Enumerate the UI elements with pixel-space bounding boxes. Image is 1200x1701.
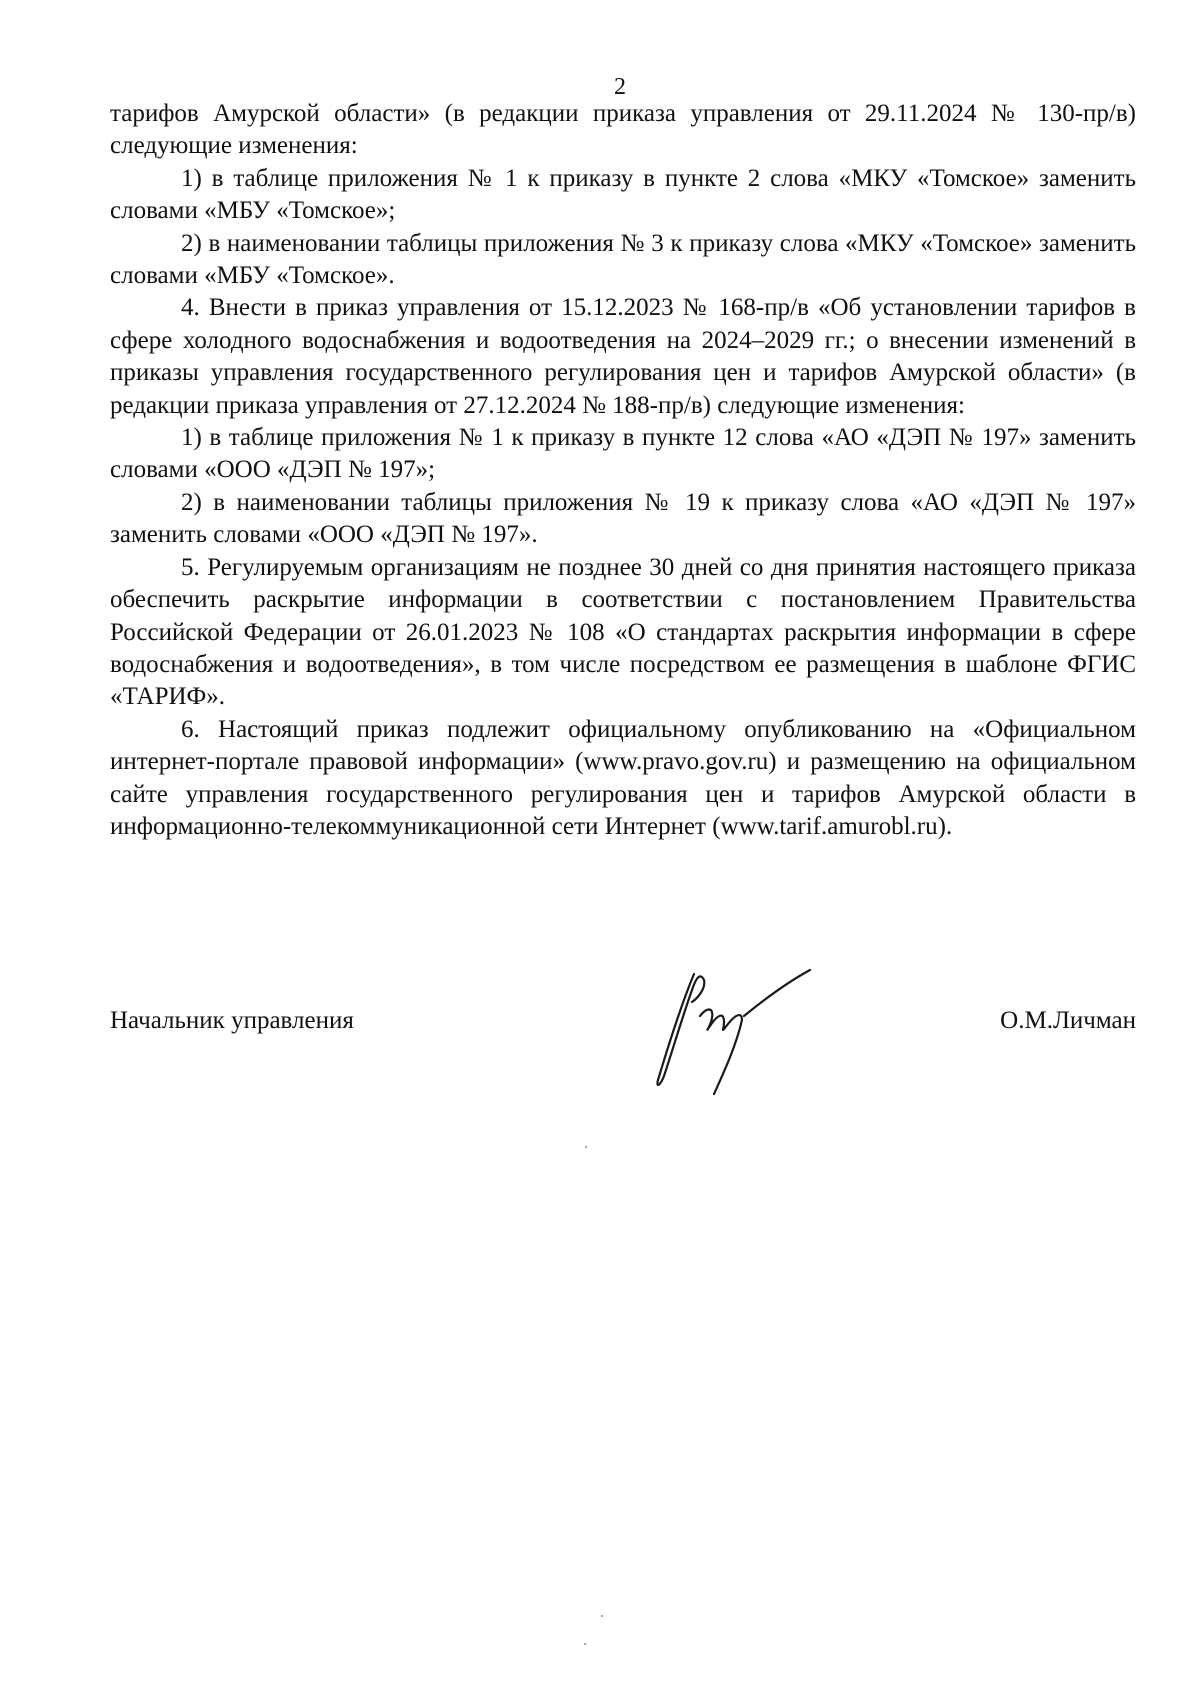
scan-speck (601, 1615, 603, 1617)
paragraph-item-4-1: 1) в таблице приложения № 1 к приказу в пункте 12 слова «АО «ДЭП № 197» заменить словами «ООО «ДЭП № 197»; (110, 424, 1136, 484)
handwritten-signature (648, 968, 828, 1098)
signatory-position: Начальник управления (110, 1007, 354, 1034)
signatory-name: О.М.Личман (1000, 1007, 1136, 1034)
signature-block (110, 1005, 1136, 1045)
paragraph-point-4: 4. Внести в приказ управления от 15.12.2023 № 168-пр/в «Об установлении тарифов в сфере холодного водоснабжения и водоотведения на 2024–2029 гг.; о внесении изменений в приказы управления государственного регулирования цен и тарифов Амурской области» (в редакции приказа управления от 27.12.2024 № 188-пр/в) следующие изменения: (110, 294, 1136, 419)
paragraph-item-3-1: 1) в таблице приложения № 1 к приказу в пункте 2 слова «МКУ «Томское» заменить словами «МБУ «Томское»; (110, 164, 1136, 225)
paragraph-item-4-2: 2) в наименовании таблицы приложения № 19 к приказу слова «АО «ДЭП № 197» заменить словами «ООО «ДЭП № 197». (110, 488, 1136, 549)
document-body (110, 98, 1136, 843)
paragraph-point-5: 5. Регулируемым организациям не позднее 30 дней со дня принятия настоящего приказа обеспечить раскрытие информации в соответствии с постановлением Правительства Российской Федерации от 26.01.2023 № 108 «О стандартах раскрытия информации в сфере водоснабжения и водоотведения», в том числе посредством ее размещения в шаблоне ФГИС «ТАРИФ». (110, 553, 1136, 711)
page-number: 2 (614, 74, 626, 100)
scan-speck (585, 1146, 587, 1148)
paragraph-item-3-2: 2) в наименовании таблицы приложения № 3 к приказу слова «МКУ «Томское» заменить словами «МБУ «Томское». (110, 229, 1136, 290)
scan-speck (584, 1643, 586, 1645)
paragraph-point-6: 6. Настоящий приказ подлежит официальному опубликованию на «Официальном интернет-портале правовой информации» (www.pravo.gov.ru) и размещению на официальном сайте управления государственного регулирования цен и тарифов Амурской области в информационно-телекоммуникационной сети Интернет (www.tarif.amurobl.ru). (110, 715, 1136, 840)
paragraph-continuation: тарифов Амурской области» (в редакции приказа управления от 29.11.2024 № 130-пр/в) следующие изменения: (110, 100, 1136, 160)
